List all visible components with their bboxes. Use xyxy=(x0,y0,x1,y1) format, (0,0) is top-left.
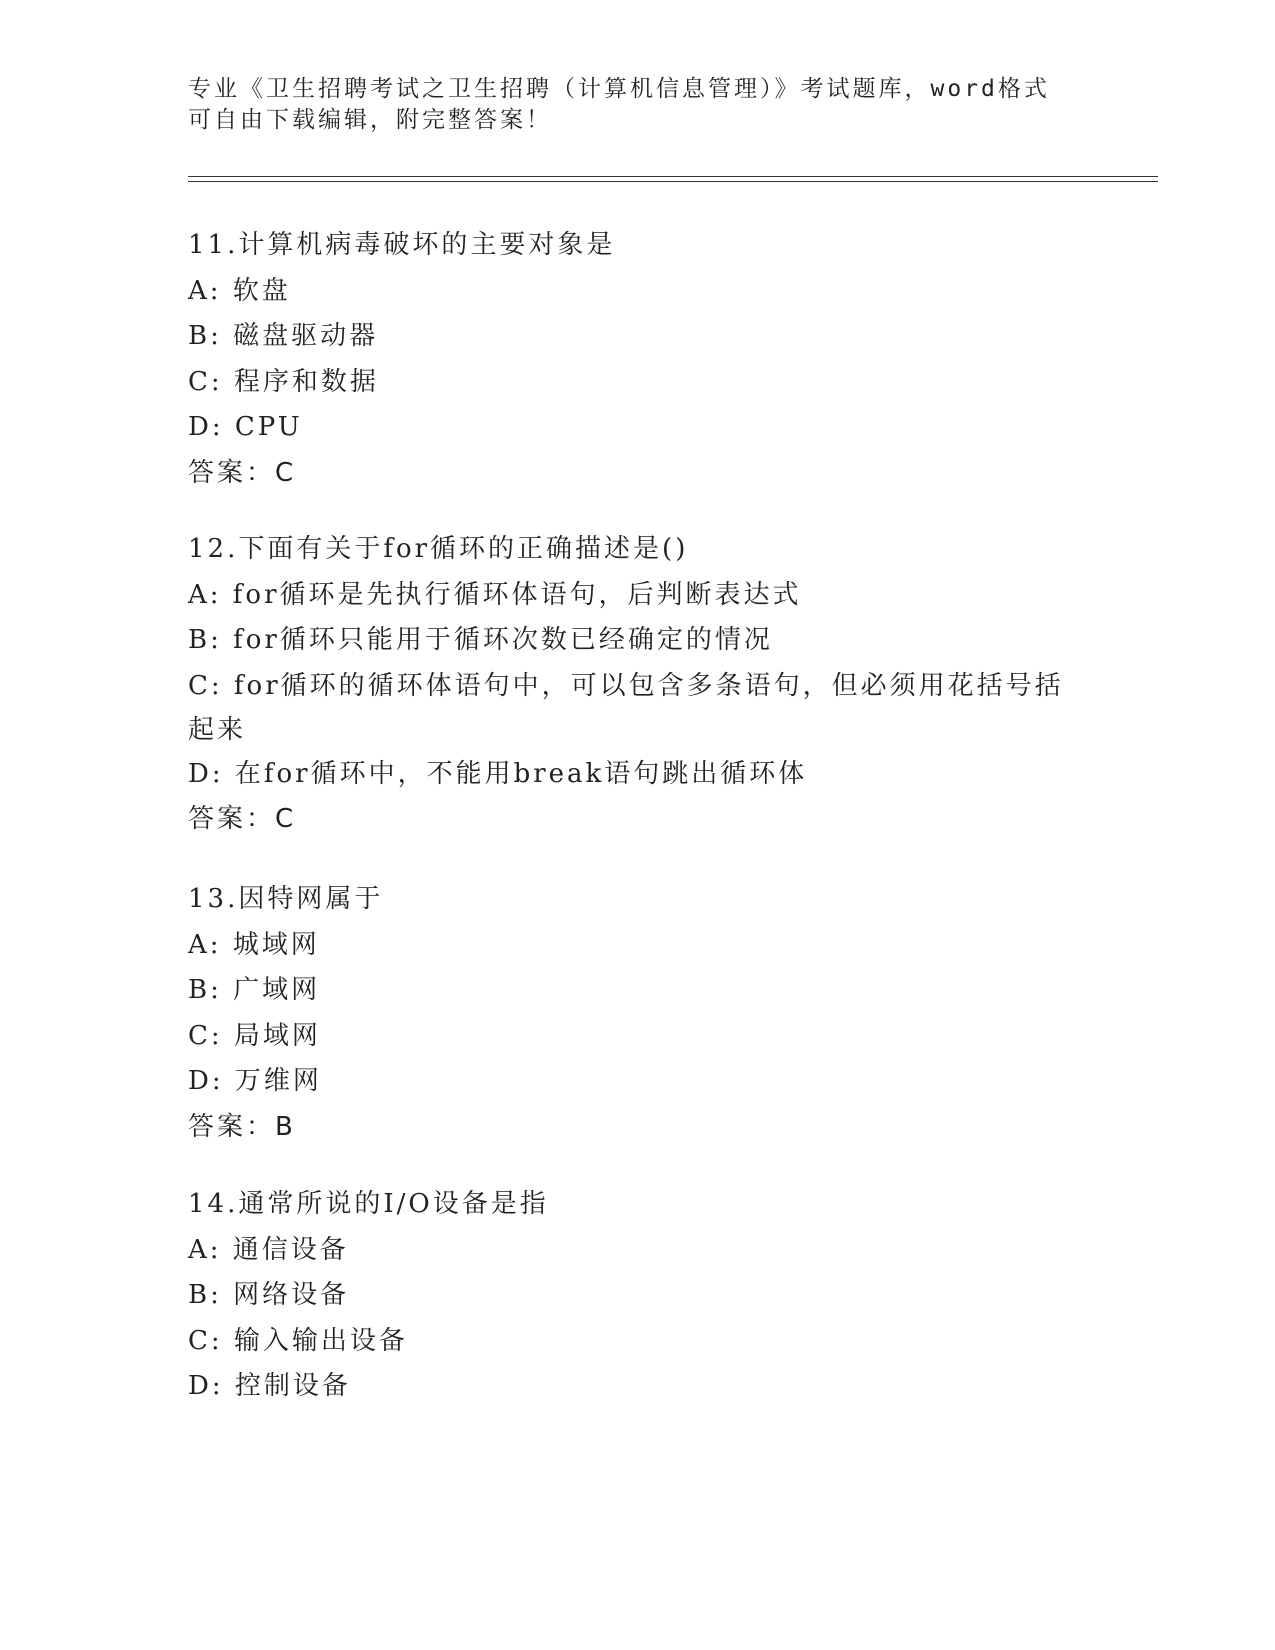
option-a: A: for循环是先执行循环体语句，后判断表达式 xyxy=(188,579,802,610)
option-d: D: 万维网 xyxy=(188,1066,322,1096)
option-c: C: 程序和数据 xyxy=(188,366,379,397)
option-a: A: 城域网 xyxy=(188,929,320,960)
question-14 xyxy=(188,1182,1088,1410)
question-12 xyxy=(188,527,1088,843)
option-b: B: 磁盘驱动器 xyxy=(188,321,379,351)
option-d: D: 在for循环中，不能用break语句跳出循环体 xyxy=(188,758,808,789)
option-c: C: for循环的循环体语句中，可以包含多条语句，但必须用花括号括起来 xyxy=(188,670,1064,745)
answer-line: 答案：B xyxy=(188,1111,296,1142)
question-stem: 12.下面有关于for循环的正确描述是() xyxy=(188,534,689,564)
header-divider-bottom xyxy=(188,181,1158,182)
option-c: C: 输入输出设备 xyxy=(188,1325,408,1356)
option-b: B: for循环只能用于循环次数已经确定的情况 xyxy=(188,625,773,655)
option-d: D: CPU xyxy=(188,412,303,442)
option-a: A: 软盘 xyxy=(188,275,291,306)
option-b: B: 网络设备 xyxy=(188,1280,350,1310)
option-a: A: 通信设备 xyxy=(188,1234,349,1265)
question-13 xyxy=(188,877,1088,1150)
answer-line: 答案：C xyxy=(188,457,297,488)
question-11 xyxy=(188,223,1088,496)
header-divider-top xyxy=(188,176,1158,177)
option-b: B: 广域网 xyxy=(188,975,321,1005)
question-stem: 13.因特网属于 xyxy=(188,884,384,914)
option-c: C: 局域网 xyxy=(188,1020,321,1051)
option-d: D: 控制设备 xyxy=(188,1371,351,1401)
question-stem: 11.计算机病毒破坏的主要对象是 xyxy=(188,230,616,260)
answer-line: 答案：C xyxy=(188,804,297,834)
question-stem: 14.通常所说的I/O设备是指 xyxy=(188,1189,549,1219)
document-header: 专业《卫生招聘考试之卫生招聘（计算机信息管理）》考试题库，word格式可自由下载编辑，附完整答案！ xyxy=(188,76,1050,133)
